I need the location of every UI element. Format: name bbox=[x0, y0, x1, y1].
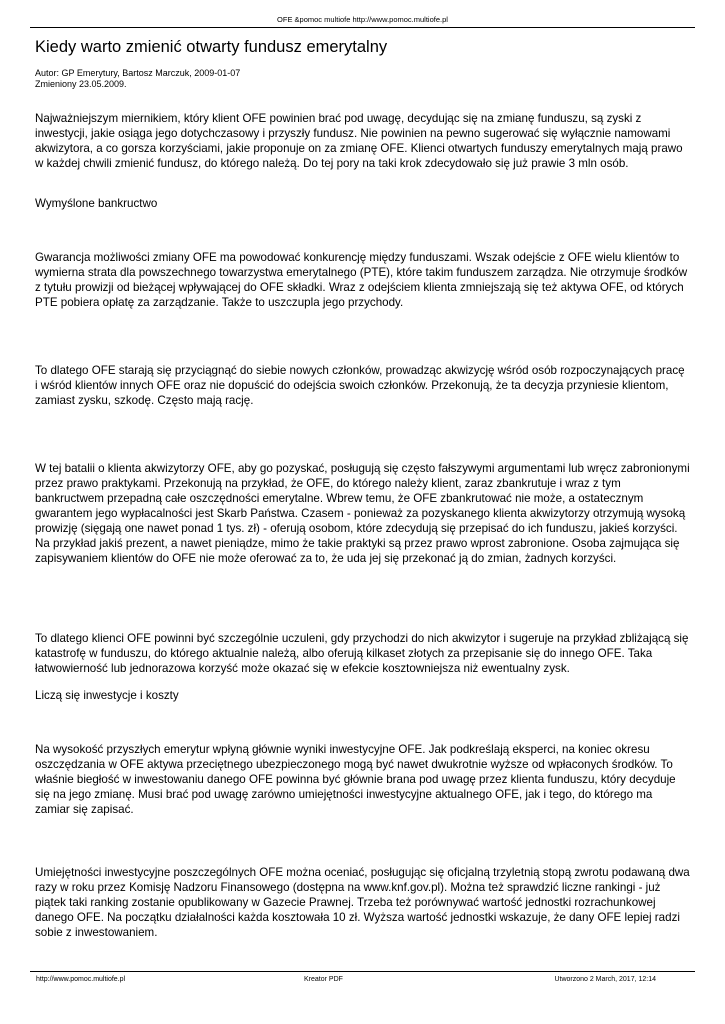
article-paragraph: Gwarancja możliwości zmiany OFE ma powodować konkurencję między funduszami. Wszak odejście z OFE wielu klientów to wymierna strata dla powszechnego towarzystwa emerytalnego (PTE), które takim funduszem zarządza. Nie otrzymuje środków z tytułu prowizji od bieżącej wpływającej do OFE składki. Wraz z odejściem klienta zmniejszają się też aktywa OFE, od których PTE pobiera opłatę za zarządzanie. Także to uszczupla jego przychody. bbox=[35, 251, 688, 309]
article-modified-date: Zmieniony 23.05.2009. bbox=[35, 79, 127, 89]
header-divider bbox=[30, 27, 695, 28]
page-footer bbox=[36, 975, 656, 987]
footer-generator: Kreator PDF bbox=[304, 976, 343, 983]
page-header: OFE &pomoc multiofe http://www.pomoc.multiofe.pl bbox=[277, 15, 448, 24]
article-title: Kiedy warto zmienić otwarty fundusz emerytalny bbox=[35, 38, 388, 56]
footer-url: http://www.pomoc.multiofe.pl bbox=[36, 976, 126, 983]
footer-created-date: Utworzono 2 March, 2017, 12:14 bbox=[554, 976, 656, 983]
section-heading: Wymyślone bankructwo bbox=[35, 197, 158, 210]
section-heading: Liczą się inwestycje i koszty bbox=[35, 689, 179, 702]
article-paragraph: Najważniejszym miernikiem, który klient OFE powinien brać pod uwagę, decydując się na zmianę funduszu, są zyski z inwestycji, jakie osiąga jego dotychczasowy i przyszły fundusz. Nie powinien na pewno sugerować się wyłącznie namowami akwizytora, a co gorsza korzyściami, jakie proponuje on za zmianę OFE. Klienci otwartych funduszy emerytalnych mają prawo w każdej chwili zmienić fundusz, do którego należą. Do tej pory na taki krok zdecydowało się już prawie 3 mln osób. bbox=[35, 112, 683, 170]
article-paragraph: To dlatego OFE starają się przyciągnąć do siebie nowych członków, prowadząc akwizycję wśród osób rozpoczynających pracę i wśród klientów innych OFE oraz nie dopuścić do odejścia swoich członków. Przekonują, że ta decyzja przyniesie klientom, zamiast zysku, szkodę. Często mają rację. bbox=[35, 364, 685, 407]
article-paragraph: W tej batalii o klienta akwizytorzy OFE, aby go pozyskać, posługują się często fałszywymi argumentami lub wręcz zabronionymi przez prawo praktykami. Przekonują na przykład, że OFE, do którego należy klient, zaraz zbankrutuje i wraz z tym bankructwem przepadną całe oszczędności emerytalne. Wbrew temu, że OFE zbankrutować nie może, a ostatecznym gwarantem jego wypłacalności jest Skarb Państwa. Czasem - ponieważ za pozyskanego klienta akwizytorzy otrzymują wysoką prowizję (sięgają one nawet ponad 1 tys. zł) - oferują osobom, które zdecydują się przepisać do ich funduszu, jakieś korzyści. Na przykład jakiś prezent, a nawet pieniądze, mimo że takie praktyki są przez prawo wprost zabronione. Osoba zajmująca się zapisywaniem klientów do OFE nie może oferować za to, że uda jej się przekonać ją do zmian, żadnych korzyści. bbox=[35, 462, 690, 565]
article-paragraph: Umiejętności inwestycyjne poszczególnych OFE można oceniać, posługując się oficjalną trzyletnią stopą zwrotu podawaną dwa razy w roku przez Komisję Nadzoru Finansowego (dostępna na www.knf.gov.pl). Można też sprawdzić liczne rankingi - już piątek taki ranking zostanie opublikowany w Gazecie Prawnej. Trzeba też porównywać wartość jednostki rozrachunkowej danego OFE. Na początku działalności każda kosztowała 10 zł. Wyższa wartość jednostki wskazuje, że dany OFE lepiej radzi sobie z inwestowaniem. bbox=[35, 866, 690, 939]
article-author: Autor: GP Emerytury, Bartosz Marczuk, 2009-01-07 bbox=[35, 68, 241, 78]
footer-divider bbox=[30, 971, 695, 972]
article-meta bbox=[35, 68, 690, 90]
article-paragraph: Na wysokość przyszłych emerytur wpłyną głównie wyniki inwestycyjne OFE. Jak podkreślają eksperci, na koniec okresu oszczędzania w OFE aktywa przeciętnego ubezpieczonego mogą być nawet dwukrotnie wyższe od wpłaconych środków. To właśnie biegłość w inwestowaniu danego OFE powinna być głównie brana pod uwagę przez klienta funduszu, który decyduje się na jego zmianę. Musi brać pod uwagę zarówno umiejętności inwestycyjne aktualnego OFE, jak i tego, do którego ma zamiar się zapisać. bbox=[35, 743, 676, 816]
article-paragraph: To dlatego klienci OFE powinni być szczególnie uczuleni, gdy przychodzi do nich akwizytor i sugeruje na przykład zbliżającą się katastrofę w funduszu, do którego aktualnie należą, albo oferują kilkaset złotych za przepisanie się do innego OFE. Taka łatwowierność lub jednorazowa korzyść może okazać się w efekcie kosztowniejsza niż ewentualny zysk. bbox=[35, 632, 689, 675]
article bbox=[35, 37, 690, 90]
